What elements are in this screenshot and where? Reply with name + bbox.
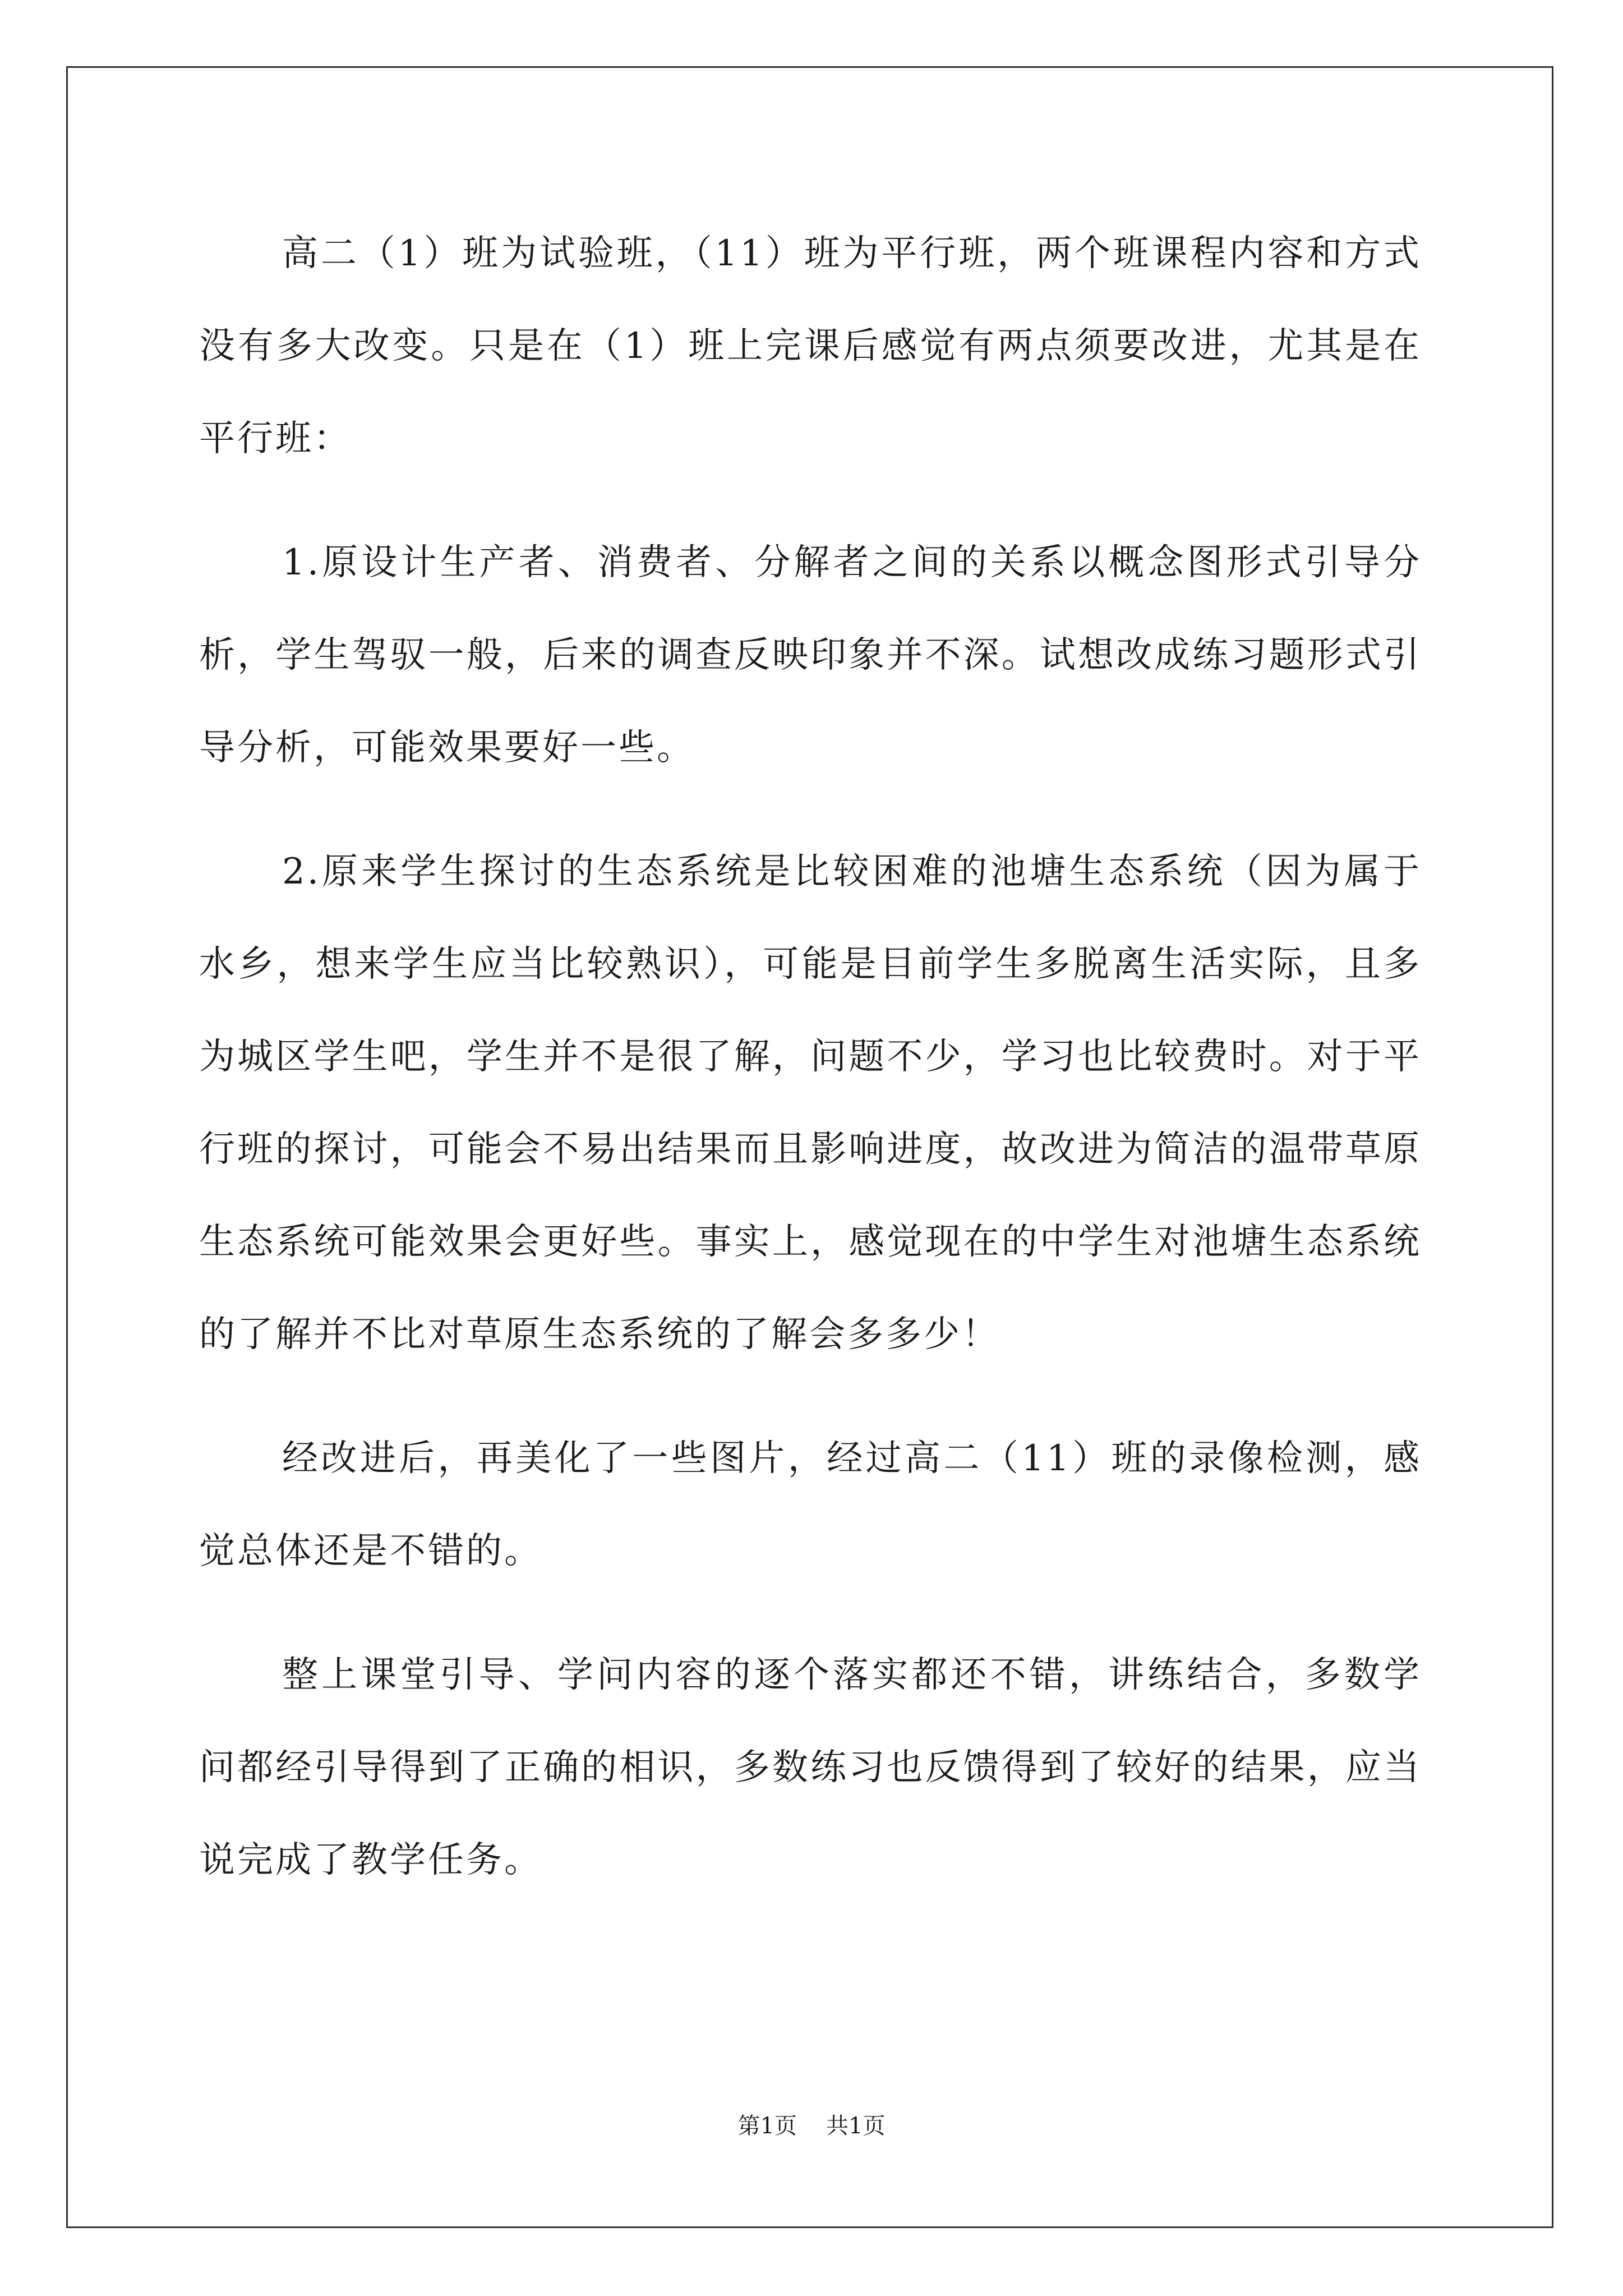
paragraph-point-1: 1.原设计生产者、消费者、分解者之间的关系以概念图形式引导分析，学生驾驭一般，后来的调查反映印象并不深。试想改成练习题形式引导分析，可能效果要好一些。 xyxy=(199,542,1422,769)
paragraph-after-improvement: 经改进后，再美化了一些图片，经过高二（11）班的录像检测，感觉总体还是不错的。 xyxy=(199,1438,1422,1572)
paragraph-intro: 高二（1）班为试验班，（11）班为平行班，两个班课程内容和方式没有多大改变。只是在（1）班上完课后感觉有两点须要改进，尤其是在平行班： xyxy=(199,233,1422,459)
page-number-current: 第1页 xyxy=(737,2113,797,2139)
page-footer xyxy=(0,2109,1623,2143)
page-number-total: 共1页 xyxy=(826,2113,886,2139)
document-body xyxy=(199,208,1422,1938)
paragraph-point-2: 2.原来学生探讨的生态系统是比较困难的池塘生态系统（因为属于水乡，想来学生应当比较熟识），可能是目前学生多脱离生活实际，且多为城区学生吧，学生并不是很了解，问题不少，学习也比较费时。对于平行班的探讨，可能会不易出结果而且影响进度，故改进为简洁的温带草原生态系统可能效果会更好些。事实上，感觉现在的中学生对池塘生态系统的了解并不比对草原生态系统的了解会多多少！ xyxy=(199,851,1422,1355)
paragraph-conclusion: 整上课堂引导、学问内容的逐个落实都还不错，讲练结合，多数学问都经引导得到了正确的相识，多数练习也反馈得到了较好的结果，应当说完成了教学任务。 xyxy=(199,1654,1422,1881)
